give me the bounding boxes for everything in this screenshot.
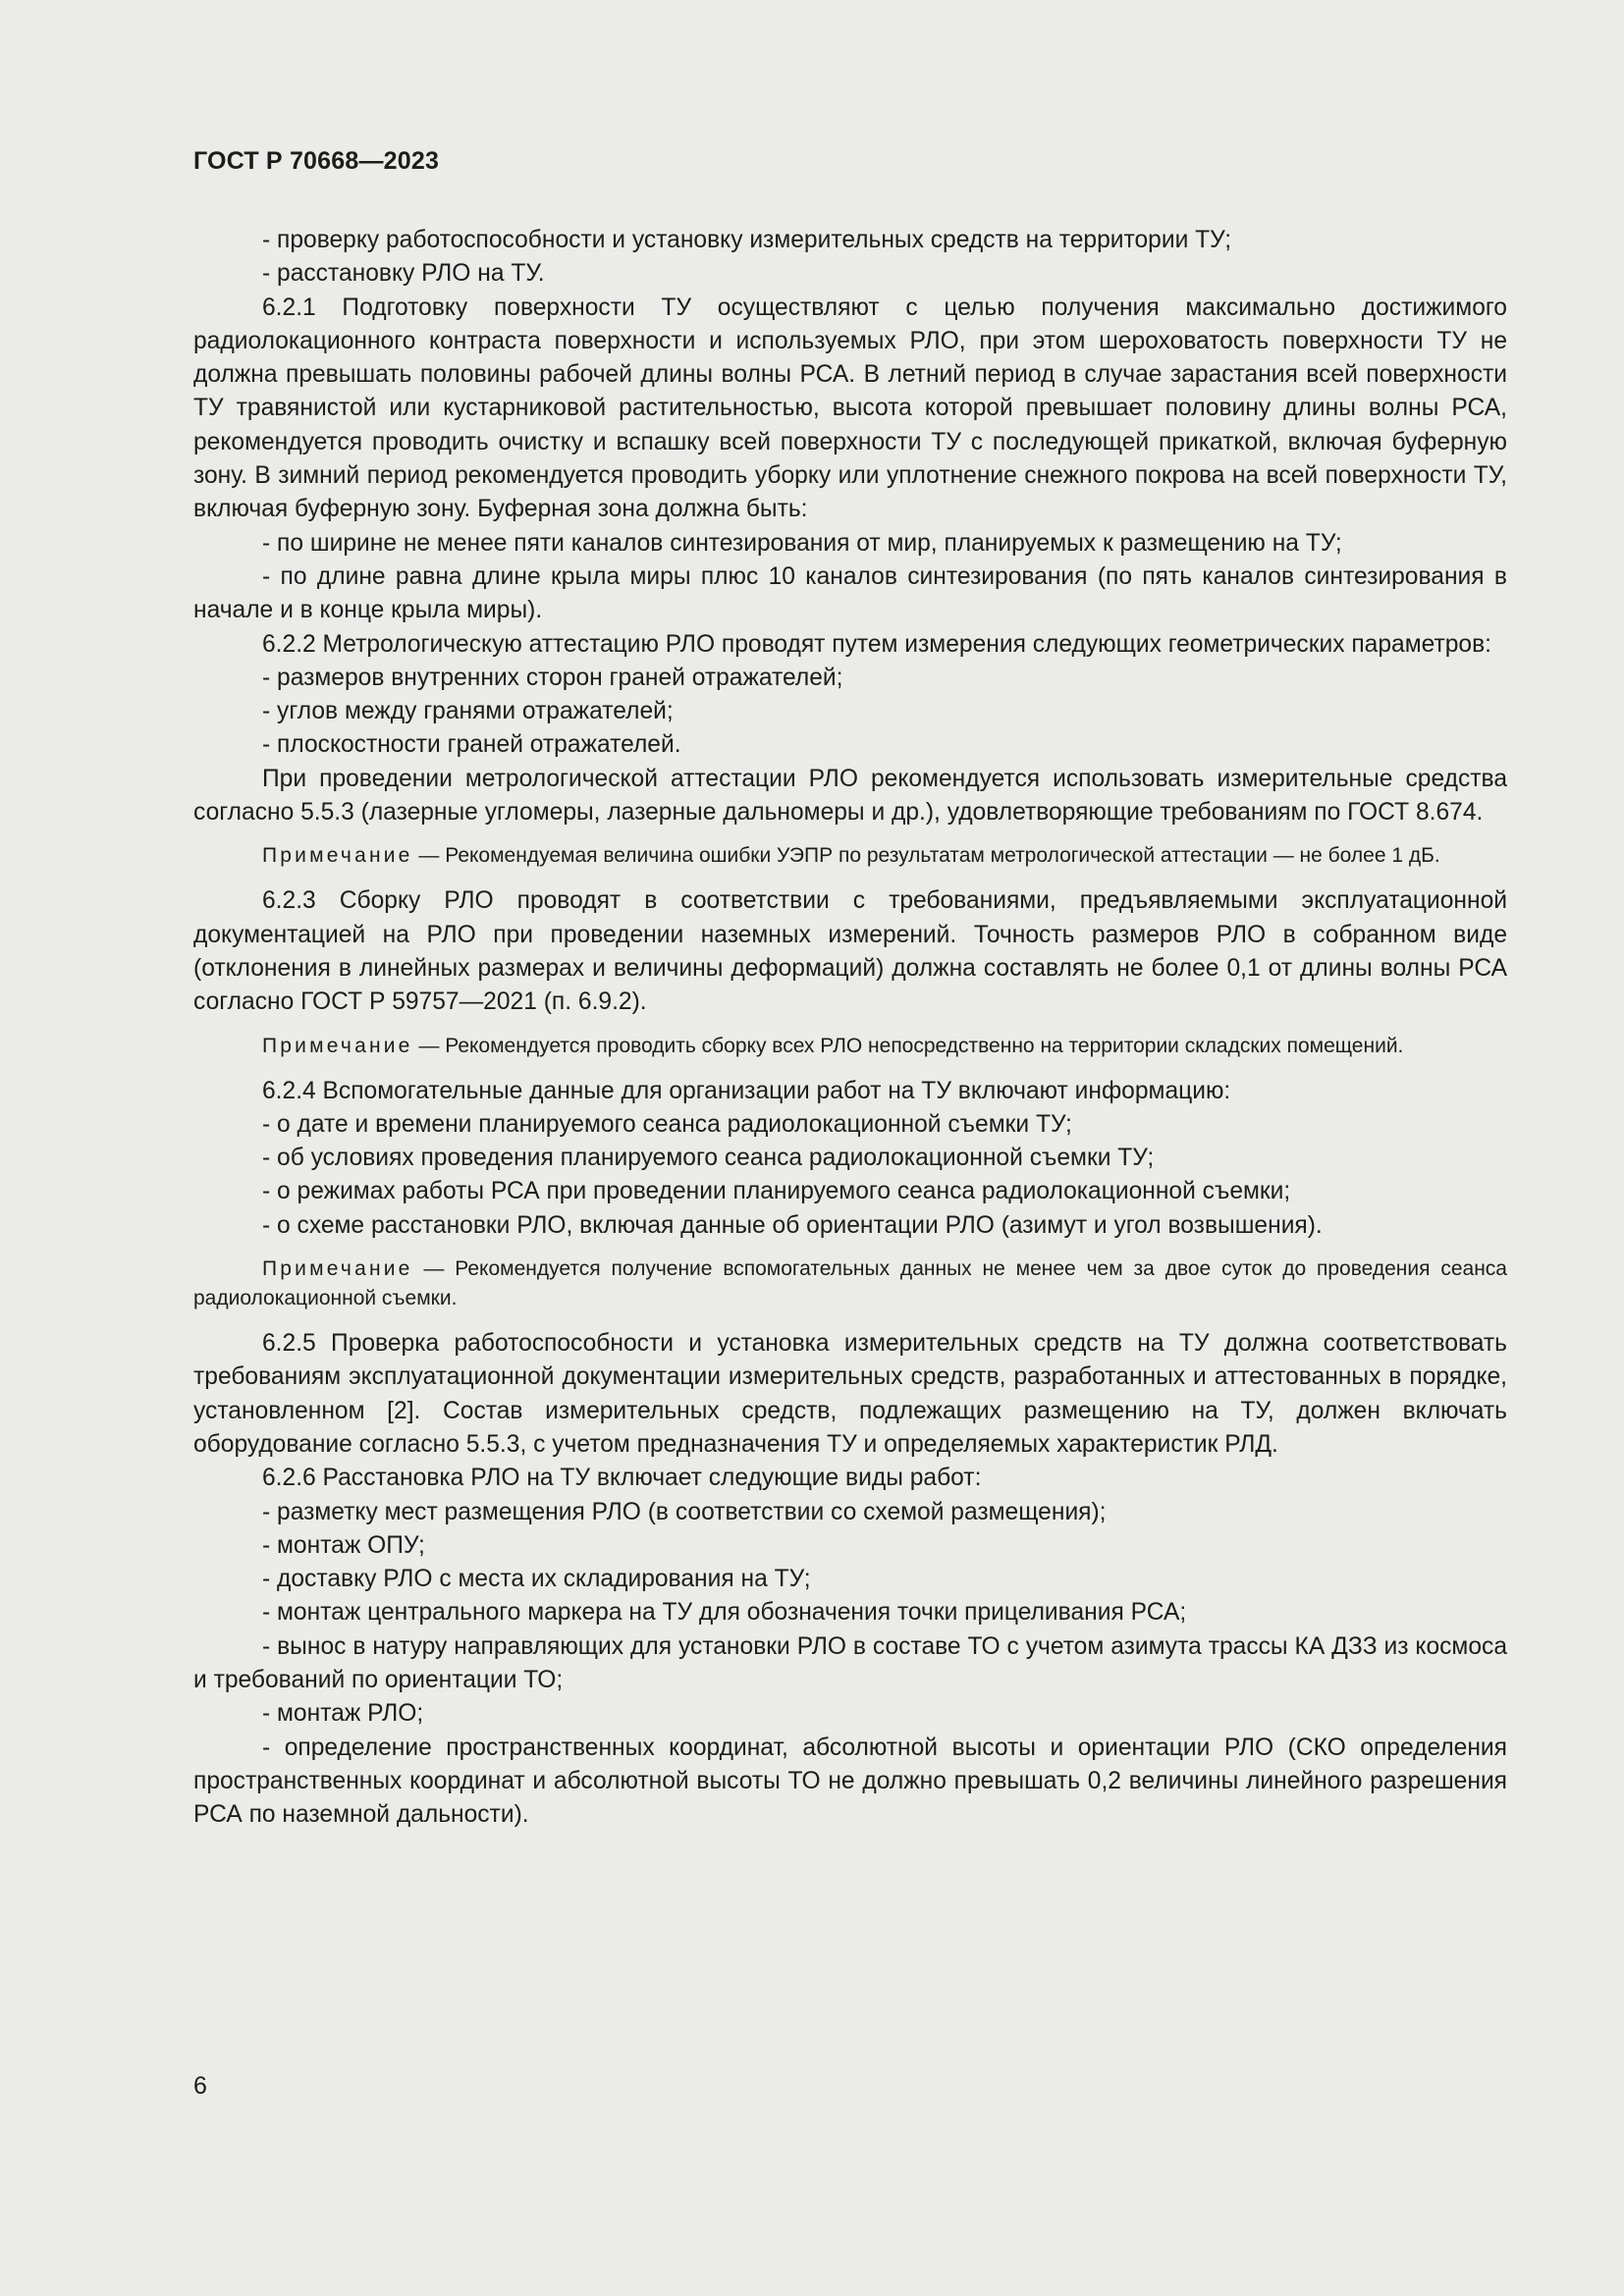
paragraph-6-2-3: 6.2.3 Сборку РЛО проводят в соответствии с требованиями, предъявляемыми эксплуатационной документацией на РЛО при проведении наземных измерений. Точность размеров РЛО в собранном виде (отклонения в линейных размерах и величины деформаций) должна составлять не более 0,1 от длины волны РСА согласно ГОСТ Р 59757—2021 (п. 6.9.2). xyxy=(193,887,1507,1016)
list-item: - доставку РЛО с места их складирования на ТУ; xyxy=(262,1566,811,1593)
list-item: - монтаж ОПУ; xyxy=(262,1531,425,1559)
list-item: - вынос в натуру направляющих для установки РЛО в составе ТО с учетом азимута трассы КА ДЗЗ из космоса и требований по ориентации ТО; xyxy=(193,1632,1507,1693)
list-item: - проверку работоспособности и установку измерительных средств на территории ТУ; xyxy=(262,227,1232,253)
note-text: — Рекомендуется проводить сборку всех РЛО непосредственно на территории складских помещений. xyxy=(412,1034,1404,1057)
document-body xyxy=(193,224,1507,1832)
list-item: - о схеме расстановки РЛО, включая данные об ориентации РЛО (азимут и угол возвышения). xyxy=(262,1211,1323,1239)
note-label: Примечание xyxy=(262,844,413,868)
note-label: Примечание xyxy=(262,1257,413,1281)
paragraph-6-2-1: 6.2.1 Подготовку поверхности ТУ осуществляют с целью получения максимально достижимого радиолокационного контраста поверхности и используемых РЛО, при этом шероховатость поверхности ТУ не должна превышать половины рабочей длины волны РСА. В летний период в случае зарастания всей поверхности ТУ травянистой или кустарниковой растительностью, высота которой превышает половину длины волны РСА, рекомендуется проводить очистку и вспашку всей поверхности ТУ с последующей прикаткой, включая буферную зону. В зимний период рекомендуется проводить уборку или уплотнение снежного покрова на всей поверхности ТУ, включая буферную зону. Буферная зона должна быть: xyxy=(193,294,1507,523)
list-item: - размеров внутренних сторон граней отражателей; xyxy=(262,664,843,691)
note-text: — Рекомендуется получение вспомогательных данных не менее чем за двое суток до проведения сеанса радиолокационной съемки. xyxy=(193,1257,1507,1310)
note-text: — Рекомендуемая величина ошибки УЭПР по результатам метрологической аттестации — не более 1 дБ. xyxy=(412,844,1440,868)
list-item: - определение пространственных координат, абсолютной высоты и ориентации РЛО (СКО определения пространственных координат и абсолютной высоты ТО не должно превышать 0,2 величины линейного разрешения РСА по наземной дальности). xyxy=(193,1734,1507,1829)
note xyxy=(193,1255,1507,1313)
standard-header: ГОСТ Р 70668—2023 xyxy=(193,147,440,175)
list-item: - по длине равна длине крыла миры плюс 10 каналов синтезирования (по пять каналов синтезирования в начале и в конце крыла миры). xyxy=(193,562,1507,624)
paragraph-6-2-2: 6.2.2 Метрологическую аттестацию РЛО проводят путем измерения следующих геометрических параметров: xyxy=(262,630,1491,658)
list-item: - о режимах работы РСА при проведении планируемого сеанса радиолокационной съемки; xyxy=(262,1178,1291,1205)
list-item: - монтаж центрального маркера на ТУ для обозначения точки прицеливания РСА; xyxy=(262,1599,1187,1627)
list-item: - об условиях проведения планируемого сеанса радиолокационной съемки ТУ; xyxy=(262,1145,1155,1172)
paragraph: При проведении метрологической аттестации РЛО рекомендуется использовать измерительные средства согласно 5.5.3 (лазерные угломеры, лазерные дальномеры и др.), удовлетворяющие требованиям по ГОСТ 8.674. xyxy=(193,765,1507,827)
list-item: - углов между гранями отражателей; xyxy=(262,698,674,725)
list-item: - по ширине не менее пяти каналов синтезирования от мир, планируемых к размещению на ТУ; xyxy=(262,529,1342,557)
paragraph-6-2-6: 6.2.6 Расстановка РЛО на ТУ включает следующие виды работ: xyxy=(262,1465,982,1492)
list-item: - монтаж РЛО; xyxy=(262,1700,424,1728)
note xyxy=(193,1032,1507,1061)
list-item: - плоскостности граней отражателей. xyxy=(262,731,681,759)
note-label: Примечание xyxy=(262,1034,413,1057)
paragraph-6-2-5: 6.2.5 Проверка работоспособности и установка измерительных средств на ТУ должна соответствовать требованиям эксплуатационной документации измерительных средств, разработанных и аттестованных в порядке, установленном [2]. Состав измерительных средств, подлежащих размещению на ТУ, должен включать оборудование согласно 5.5.3, с учетом предназначения ТУ и определяемых характеристик РЛД. xyxy=(193,1330,1507,1458)
note xyxy=(193,841,1507,871)
list-item: - расстановку РЛО на ТУ. xyxy=(262,260,545,288)
page-number: 6 xyxy=(193,2072,207,2100)
list-item: - разметку мест размещения РЛО (в соответствии со схемой размещения); xyxy=(262,1498,1107,1525)
list-item: - о дате и времени планируемого сеанса радиолокационной съемки ТУ; xyxy=(262,1110,1072,1138)
paragraph-6-2-4: 6.2.4 Вспомогательные данные для организации работ на ТУ включают информацию: xyxy=(262,1077,1231,1104)
